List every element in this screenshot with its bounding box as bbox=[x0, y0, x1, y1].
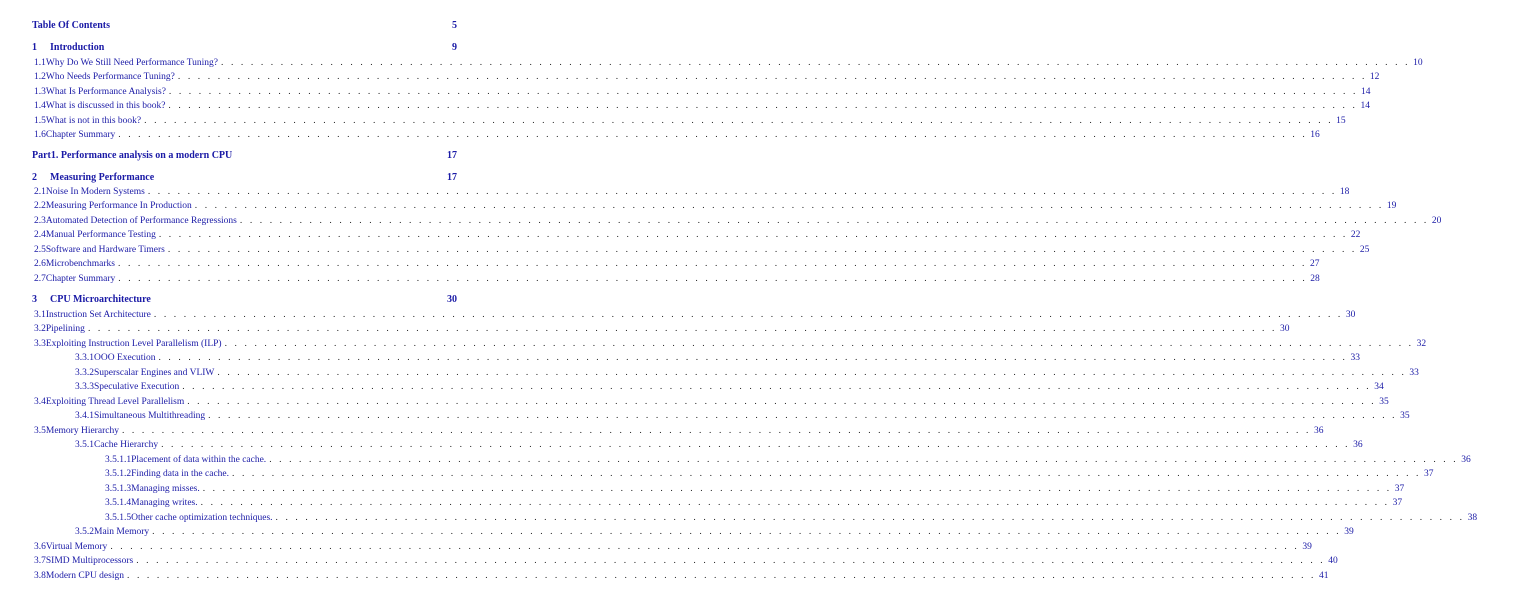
toc-entry-2-7[interactable] bbox=[0, 273, 1320, 285]
toc-entry-number: 3.5.2 bbox=[75, 527, 94, 537]
toc-entry-title[interactable]: Managing misses. bbox=[131, 484, 200, 494]
toc-entry-title[interactable]: SIMD Multiprocessors bbox=[45, 556, 134, 566]
toc-entry-title[interactable]: Chapter Summary bbox=[45, 274, 116, 284]
toc-page-number[interactable]: 35 bbox=[1400, 411, 1410, 421]
toc-dot-leader: . . . . . . . . . . . . . . . . . . . . . . . . . . . . . . . . . . . . . . . . . . . . . . . . . . . . . . . . . . . . . . . . . . . . . . . . . . . . . . . . . . . . . . . . . . . . . . . . . . . . . . . . . . . . . . . . . . . . . . . . bbox=[217, 368, 1407, 378]
toc-page-number[interactable]: 35 bbox=[1379, 397, 1389, 407]
toc-entry-number: 3.5.1.1 bbox=[105, 455, 132, 465]
toc-entry-title[interactable]: Measuring Performance bbox=[50, 172, 155, 183]
toc-entry-2[interactable] bbox=[0, 172, 500, 184]
toc-page-number[interactable]: 17 bbox=[447, 172, 457, 183]
toc-dot-leader: . . . . . . . . . . . . . . . . . . . . . . . . . . . . . . . . . . . . . . . . . . . . . . . . . . . . . . . . . . . . . . . . . . . . . . . . . . . . . . . . . . . . . . . . . . . . . . . . . . . . . . . . . . . . . . . . . . . . . . . . bbox=[158, 230, 1348, 240]
toc-entry-3[interactable] bbox=[0, 294, 500, 306]
toc-entry-title[interactable]: Who Needs Performance Tuning? bbox=[45, 72, 175, 82]
toc-page-number[interactable]: 41 bbox=[1319, 571, 1329, 581]
toc-page-number[interactable]: 37 bbox=[1424, 469, 1434, 479]
toc-entry-title[interactable]: Other cache optimization techniques. bbox=[131, 513, 273, 523]
toc-entry-1-3[interactable] bbox=[0, 86, 1371, 98]
toc-page-number[interactable]: 12 bbox=[1369, 72, 1380, 82]
toc-entry-title[interactable]: Simultaneous Multithreading bbox=[94, 411, 206, 421]
toc-entry-number: 2.2 bbox=[34, 201, 46, 211]
toc-entry-number: 3.7 bbox=[34, 556, 46, 566]
toc-page-number[interactable]: 5 bbox=[452, 20, 457, 31]
toc-entry-number: 3.3.1 bbox=[75, 353, 94, 363]
toc-entry-title[interactable]: What Is Performance Analysis? bbox=[45, 87, 166, 97]
toc-page-number[interactable]: 39 bbox=[1302, 542, 1312, 552]
toc-page-number[interactable]: 20 bbox=[1431, 216, 1442, 226]
toc-dot-leader: . . . . . . . . . . . . . . . . . . . . . . . . . . . . . . . . . . . . . . . . . . . . . . . . . . . . . . . . . . . . . . . . . . . . . . . . . . . . . . . . . . . . . . . . . . . . . . . . . . . . . . . . . . . . . . . . . . . . . . . . bbox=[208, 411, 1398, 421]
toc-entry-title[interactable]: Exploiting Thread Level Parallelism bbox=[45, 397, 185, 407]
toc-entry-number: 1 bbox=[32, 42, 37, 53]
toc-entry-number: 2.1 bbox=[34, 187, 46, 197]
toc-entry-number: 3.5.1.5 bbox=[105, 513, 132, 523]
toc-dot-leader: . . . . . . . . . . . . . . . . . . . . . . . . . . . . . . . . . . . . . . . . . . . . . . . . . . . . . . . . . . . . . . . . . . . . . . . . . . . . . . . . . . . . . . . . . . . . . . . . . . . . . . . . . . . . . . . . . . . . . . . . bbox=[161, 440, 1351, 450]
toc-entry-title[interactable]: CPU Microarchitecture bbox=[50, 294, 151, 305]
toc-entry-3-3-1[interactable] bbox=[0, 352, 1361, 364]
toc-page-number[interactable]: 9 bbox=[452, 42, 457, 53]
toc-entry-number: 3.5.1 bbox=[75, 440, 94, 450]
toc-entry-2-5[interactable] bbox=[0, 244, 1370, 256]
toc-entry-2-2[interactable] bbox=[0, 200, 1397, 212]
toc-entry-number: 1.1 bbox=[34, 58, 46, 68]
toc-entry-number: 3.5 bbox=[34, 426, 46, 436]
toc-entry-3-5-1[interactable] bbox=[0, 439, 1363, 451]
toc-entry-title[interactable]: Main Memory bbox=[94, 527, 150, 537]
toc-entry-number: 3.2 bbox=[34, 324, 46, 334]
toc-entry-number: 1.3 bbox=[34, 87, 46, 97]
toc-dot-leader: . . . . . . . . . . . . . . . . . . . . . . . . . . . . . . . . . . . . . . . . . . . . . . . . . . . . . . . . . . . . . . . . . . . . . . . . . . . . . . . . . . . . . . . . . . . . . . . . . . . . . . . . . . . . . . . . . . . . . . . . bbox=[158, 353, 1348, 363]
toc-entry-1[interactable] bbox=[0, 42, 500, 54]
toc-entry-3-5-1-2[interactable] bbox=[0, 468, 1434, 480]
toc-entry-number: 3.3.3 bbox=[75, 382, 94, 392]
toc-dot-leader: . . . . . . . . . . . . . . . . . . . . . . . . . . . . . . . . . . . . . . . . . . . . . . . . . . . . . . . . . . . . . . . . . . . . . . . . . . . . . . . . . . . . . . . . . . . . . . . . . . . . . . . . . . . . . . . . . . . . . . . . bbox=[232, 469, 1422, 479]
toc-entry-number: 1.6 bbox=[34, 130, 46, 140]
toc-dot-leader: . . . . . . . . . . . . . . . . . . . . . . . . . . . . . . . . . . . . . . . . . . . . . . . . . . . . . . . . . . . . . . . . . . . . . . . . . . . . . . . . . . . . . . . . . . . . . . . . . . . . . . . . . . . . . . . . . . . . . . . . bbox=[221, 58, 1411, 68]
toc-entry-number: 2.6 bbox=[34, 259, 46, 269]
toc-dot-leader: . . . . . . . . . . . . . . . . . . . . . . . . . . . . . . . . . . . . . . . . . . . . . . . . . . . . . . . . . . . . . . . . . . . . . . . . . . . . . . . . . . . . . . . . . . . . . . . . . . . . . . . . . . . . . . . . . . . . . . . . bbox=[118, 130, 1308, 140]
toc-page-number[interactable]: 34 bbox=[1374, 382, 1384, 392]
toc-dot-leader: . . . . . . . . . . . . . . . . . . . . . . . . . . . . . . . . . . . . . . . . . . . . . . . . . . . . . . . . . . . . . . . . . . . . . . . . . . . . . . . . . . . . . . . . . . . . . . . . . . . . . . . . . . . . . . . . . . . . . . . . bbox=[177, 72, 1367, 82]
toc-dot-leader: . . . . . . . . . . . . . . . . . . . . . . . . . . . . . . . . . . . . . . . . . . . . . . . . . . . . . . . . . . . . . . . . . . . . . . . . . . . . . . . . . . . . . . . . . . . . . . . . . . . . . . . . . . . . . . . . . . . . . . . . bbox=[147, 187, 1337, 197]
toc-page-number[interactable]: 28 bbox=[1310, 274, 1320, 284]
toc-entry-3-3[interactable] bbox=[0, 338, 1427, 350]
toc-entry-title[interactable]: Exploiting Instruction Level Parallelism (ILP) bbox=[45, 339, 222, 349]
toc-entry-title[interactable]: Cache Hierarchy bbox=[94, 440, 159, 450]
toc-entry-number: 3.1 bbox=[34, 310, 46, 320]
toc-entry-3-6[interactable] bbox=[0, 541, 1312, 553]
toc-dot-leader: . . . . . . . . . . . . . . . . . . . . . . . . . . . . . . . . . . . . . . . . . . . . . . . . . . . . . . . . . . . . . . . . . . . . . . . . . . . . . . . . . . . . . . . . . . . . . . . . . . . . . . . . . . . . . . . . . . . . . . . . bbox=[168, 101, 1358, 111]
toc-entry-title[interactable]: Instruction Set Architecture bbox=[45, 310, 151, 320]
toc-page-number[interactable]: 36 bbox=[1353, 440, 1363, 450]
toc-entry-number: 3 bbox=[32, 294, 37, 305]
toc-entry-3-5-1-3[interactable] bbox=[0, 483, 1405, 495]
toc-entry-title[interactable]: Microbenchmarks bbox=[45, 259, 115, 269]
toc-entry-title[interactable]: Chapter Summary bbox=[45, 130, 116, 140]
toc-entry-title[interactable]: Modern CPU design bbox=[45, 571, 124, 581]
toc-entry-number: 3.4 bbox=[34, 397, 46, 407]
toc-dot-leader: . . . . . . . . . . . . . . . . . . . . . . . . . . . . . . . . . . . . . . . . . . . . . . . . . . . . . . . . . . . . . . . . . . . . . . . . . . . . . . . . . . . . . . . . . . . . . . . . . . . . . . . . . . . . . . . . . . . . . . . . bbox=[136, 556, 1326, 566]
toc-entry-3-3-2[interactable] bbox=[0, 367, 1419, 379]
toc-dot-leader: . . . . . . . . . . . . . . . . . . . . . . . . . . . . . . . . . . . . . . . . . . . . . . . . . . . . . . . . . . . . . . . . . . . . . . . . . . . . . . . . . . . . . . . . . . . . . . . . . . . . . . . . . . . . . . . . . . . . . . . . bbox=[167, 245, 1357, 255]
toc-dot-leader: . . . . . . . . . . . . . . . . . . . . . . . . . . . . . . . . . . . . . . . . . . . . . . . . . . . . . . . . . . . . . . . . . . . . . . . . . . . . . . . . . . . . . . . . . . . . . . . . . . . . . . . . . . . . . . . . . . . . . . . . bbox=[110, 542, 1300, 552]
toc-page-number[interactable]: 37 bbox=[1394, 484, 1405, 494]
toc-entry-3-7[interactable] bbox=[0, 555, 1338, 567]
toc-dot-leader: . . . . . . . . . . . . . . . . . . . . . . . . . . . . . . . . . . . . . . . . . . . . . . . . . . . . . . . . . . . . . . . . . . . . . . . . . . . . . . . . . . . . . . . . . . . . . . . . . . . . . . . . . . . . . . . . . . . . . . . . bbox=[118, 274, 1308, 284]
toc-page-number[interactable]: 14 bbox=[1360, 87, 1371, 97]
toc-dot-leader: . . . . . . . . . . . . . . . . . . . . . . . . . . . . . . . . . . . . . . . . . . . . . . . . . . . . . . . . . . . . . . . . . . . . . . . . . . . . . . . . . . . . . . . . . . . . . . . . . . . . . . . . . . . . . . . . . . . . . . . . bbox=[168, 87, 1358, 97]
toc-page-number[interactable]: 25 bbox=[1359, 245, 1370, 255]
toc-entry-title[interactable]: Software and Hardware Timers bbox=[45, 245, 165, 255]
toc-page-number[interactable]: 39 bbox=[1344, 527, 1354, 537]
toc-entry-title[interactable]: Measuring Performance In Production bbox=[45, 201, 192, 211]
toc-entry-1-5[interactable] bbox=[0, 115, 1346, 127]
toc-entry-title[interactable]: Memory Hierarchy bbox=[45, 426, 119, 436]
toc-entry-3-2[interactable] bbox=[0, 323, 1290, 335]
toc-entry-head[interactable] bbox=[0, 20, 500, 32]
toc-entry-3-3-3[interactable] bbox=[0, 381, 1384, 393]
toc-entry-3-4-1[interactable] bbox=[0, 410, 1410, 422]
toc-page-number[interactable]: 38 bbox=[1467, 513, 1478, 523]
toc-entry-title[interactable]: Noise In Modern Systems bbox=[45, 187, 145, 197]
toc-entry-title[interactable]: Manual Performance Testing bbox=[45, 230, 156, 240]
toc-entry-3-5[interactable] bbox=[0, 425, 1324, 437]
toc-entry-3-1[interactable] bbox=[0, 309, 1356, 321]
toc-entry-2-6[interactable] bbox=[0, 258, 1320, 270]
toc-entry-title[interactable]: Speculative Execution bbox=[94, 382, 180, 392]
toc-entry-3-5-1-4[interactable] bbox=[0, 497, 1403, 509]
toc-page-number[interactable]: 36 bbox=[1313, 426, 1324, 436]
toc-page-number[interactable]: 33 bbox=[1409, 368, 1419, 378]
toc-entry-1-4[interactable] bbox=[0, 100, 1370, 112]
toc-entry-1-6[interactable] bbox=[0, 129, 1320, 141]
toc-dot-leader: . . . . . . . . . . . . . . . . . . . . . . . . . . . . . . . . . . . . . . . . . . . . . . . . . . . . . . . . . . . . . . . . . . . . . . . . . . . . . . . . . . . . . . . . . . . . . . . . . . . . . . . . . . . . . . . . . . . . . . . . bbox=[187, 397, 1377, 407]
toc-entry-title[interactable]: Automated Detection of Performance Regressions bbox=[45, 216, 237, 226]
toc-page-number[interactable]: 19 bbox=[1386, 201, 1397, 211]
toc-page-number[interactable]: 18 bbox=[1339, 187, 1350, 197]
toc-dot-leader: . . . . . . . . . . . . . . . . . . . . . . . . . . . . . . . . . . . . . . . . . . . . . . . . . . . . . . . . . . . . . . . . . . . . . . . . . . . . . . . . . . . . . . . . . . . . . . . . . . . . . . . . . . . . . . . . . . . . . . . . bbox=[202, 484, 1392, 494]
toc-dot-leader: . . . . . . . . . . . . . . . . . . . . . . . . . . . . . . . . . . . . . . . . . . . . . . . . . . . . . . . . . . . . . . . . . . . . . . . . . . . . . . . . . . . . . . . . . . . . . . . . . . . . . . . . . . . . . . . . . . . . . . . . bbox=[118, 259, 1308, 269]
toc-page-number[interactable]: 33 bbox=[1350, 353, 1361, 363]
toc-entry-3-4[interactable] bbox=[0, 396, 1389, 408]
toc-entry-title[interactable]: Placement of data within the cache. bbox=[131, 455, 267, 465]
toc-entry-number: 3.5.1.3 bbox=[105, 484, 132, 494]
toc-page-number[interactable]: 15 bbox=[1336, 116, 1346, 126]
toc-dot-leader: . . . . . . . . . . . . . . . . . . . . . . . . . . . . . . . . . . . . . . . . . . . . . . . . . . . . . . . . . . . . . . . . . . . . . . . . . . . . . . . . . . . . . . . . . . . . . . . . . . . . . . . . . . . . . . . . . . . . . . . . bbox=[87, 324, 1277, 334]
toc-page-number[interactable]: 30 bbox=[1279, 324, 1290, 334]
toc-page-number[interactable]: 10 bbox=[1413, 58, 1423, 68]
toc-entry-title[interactable]: What is discussed in this book? bbox=[45, 101, 166, 111]
toc-entry-3-8[interactable] bbox=[0, 570, 1329, 582]
toc-entry-number: 1.2 bbox=[34, 72, 46, 82]
toc-dot-leader: . . . . . . . . . . . . . . . . . . . . . . . . . . . . . . . . . . . . . . . . . . . . . . . . . . . . . . . . . . . . . . . . . . . . . . . . . . . . . . . . . . . . . . . . . . . . . . . . . . . . . . . . . . . . . . . . . . . . . . . . bbox=[153, 310, 1343, 320]
toc-entry-title[interactable]: Finding data in the cache. bbox=[131, 469, 229, 479]
toc-page-number[interactable]: 22 bbox=[1350, 230, 1361, 240]
toc-dot-leader: . . . . . . . . . . . . . . . . . . . . . . . . . . . . . . . . . . . . . . . . . . . . . . . . . . . . . . . . . . . . . . . . . . . . . . . . . . . . . . . . . . . . . . . . . . . . . . . . . . . . . . . . . . . . . . . . . . . . . . . . bbox=[200, 498, 1390, 508]
toc-entry-2-4[interactable] bbox=[0, 229, 1361, 241]
toc-entry-title[interactable]: Why Do We Still Need Performance Tuning? bbox=[45, 58, 219, 68]
toc-page-number[interactable]: 30 bbox=[447, 294, 457, 305]
toc-entry-1-1[interactable] bbox=[0, 57, 1423, 69]
toc-entry-title[interactable]: Virtual Memory bbox=[45, 542, 108, 552]
toc-entry-number: 3.8 bbox=[34, 571, 46, 581]
toc-dot-leader: . . . . . . . . . . . . . . . . . . . . . . . . . . . . . . . . . . . . . . . . . . . . . . . . . . . . . . . . . . . . . . . . . . . . . . . . . . . . . . . . . . . . . . . . . . . . . . . . . . . . . . . . . . . . . . . . . . . . . . . . bbox=[152, 527, 1342, 537]
toc-entry-number: 3.5.1.2 bbox=[105, 469, 132, 479]
toc-page-number[interactable]: 32 bbox=[1416, 339, 1427, 349]
toc-page-number[interactable]: 30 bbox=[1345, 310, 1356, 320]
toc-page-number[interactable]: 14 bbox=[1360, 101, 1370, 111]
toc-entry-3-5-2[interactable] bbox=[0, 526, 1354, 538]
toc-page-number[interactable]: 27 bbox=[1310, 259, 1320, 269]
toc-entry-title[interactable]: Pipelining bbox=[45, 324, 85, 334]
toc-page-number[interactable]: 17 bbox=[447, 150, 457, 161]
toc-entry-number: 2.7 bbox=[34, 274, 46, 284]
toc-entry-number: 2.4 bbox=[34, 230, 46, 240]
toc-dot-leader: . . . . . . . . . . . . . . . . . . . . . . . . . . . . . . . . . . . . . . . . . . . . . . . . . . . . . . . . . . . . . . . . . . . . . . . . . . . . . . . . . . . . . . . . . . . . . . . . . . . . . . . . . . . . . . . . . . . . . . . . bbox=[275, 513, 1465, 523]
toc-dot-leader: . . . . . . . . . . . . . . . . . . . . . . . . . . . . . . . . . . . . . . . . . . . . . . . . . . . . . . . . . . . . . . . . . . . . . . . . . . . . . . . . . . . . . . . . . . . . . . . . . . . . . . . . . . . . . . . . . . . . . . . . bbox=[224, 339, 1414, 349]
toc-entry-title[interactable]: Introduction bbox=[50, 42, 105, 53]
toc-dot-leader: . . . . . . . . . . . . . . . . . . . . . . . . . . . . . . . . . . . . . . . . . . . . . . . . . . . . . . . . . . . . . . . . . . . . . . . . . . . . . . . . . . . . . . . . . . . . . . . . . . . . . . . . . . . . . . . . . . . . . . . . bbox=[144, 116, 1334, 126]
toc-entry-number: 2 bbox=[32, 172, 37, 183]
toc-dot-leader: . . . . . . . . . . . . . . . . . . . . . . . . . . . . . . . . . . . . . . . . . . . . . . . . . . . . . . . . . . . . . . . . . . . . . . . . . . . . . . . . . . . . . . . . . . . . . . . . . . . . . . . . . . . . . . . . . . . . . . . . bbox=[182, 382, 1372, 392]
toc-entry-title[interactable]: Managing writes. bbox=[131, 498, 198, 508]
toc-entry-number: 3.5.1.4 bbox=[105, 498, 132, 508]
toc-dot-leader: . . . . . . . . . . . . . . . . . . . . . . . . . . . . . . . . . . . . . . . . . . . . . . . . . . . . . . . . . . . . . . . . . . . . . . . . . . . . . . . . . . . . . . . . . . . . . . . . . . . . . . . . . . . . . . . . . . . . . . . . bbox=[269, 455, 1459, 465]
toc-entry-number: 2.3 bbox=[34, 216, 46, 226]
toc-entry-title[interactable]: What is not in this book? bbox=[45, 116, 142, 126]
toc-page-number[interactable]: 40 bbox=[1328, 556, 1338, 566]
toc-entry-1-2[interactable] bbox=[0, 71, 1380, 83]
toc-page-number[interactable]: 16 bbox=[1310, 130, 1320, 140]
toc-entry-number: 3.6 bbox=[34, 542, 46, 552]
toc-entry-2-3[interactable] bbox=[0, 215, 1442, 227]
toc-entry-number: 3.3 bbox=[34, 339, 46, 349]
toc-entry-3-5-1-5[interactable] bbox=[0, 512, 1478, 524]
toc-entry-number: 3.3.2 bbox=[75, 368, 94, 378]
toc-dot-leader: . . . . . . . . . . . . . . . . . . . . . . . . . . . . . . . . . . . . . . . . . . . . . . . . . . . . . . . . . . . . . . . . . . . . . . . . . . . . . . . . . . . . . . . . . . . . . . . . . . . . . . . . . . . . . . . . . . . . . . . . bbox=[239, 216, 1429, 226]
toc-entry-number: 3.4.1 bbox=[75, 411, 94, 421]
toc-entry-2-1[interactable] bbox=[0, 186, 1350, 198]
toc-entry-title[interactable]: OOO Execution bbox=[94, 353, 156, 363]
toc-entry-number: 2.5 bbox=[34, 245, 46, 255]
toc-entry-number: 1.4 bbox=[34, 101, 46, 111]
toc-entry-3-5-1-1[interactable] bbox=[0, 454, 1471, 466]
toc-dot-leader: . . . . . . . . . . . . . . . . . . . . . . . . . . . . . . . . . . . . . . . . . . . . . . . . . . . . . . . . . . . . . . . . . . . . . . . . . . . . . . . . . . . . . . . . . . . . . . . . . . . . . . . . . . . . . . . . . . . . . . . . bbox=[194, 201, 1384, 211]
toc-entry-title[interactable]: Part1. Performance analysis on a modern CPU bbox=[32, 150, 233, 161]
toc-entry-title[interactable]: Superscalar Engines and VLIW bbox=[94, 368, 215, 378]
toc-page-number[interactable]: 36 bbox=[1461, 455, 1471, 465]
toc-entry-title[interactable]: Table Of Contents bbox=[32, 20, 110, 31]
toc-entry-number: 1.5 bbox=[34, 116, 46, 126]
toc-entry-part[interactable] bbox=[0, 150, 500, 162]
toc-dot-leader: . . . . . . . . . . . . . . . . . . . . . . . . . . . . . . . . . . . . . . . . . . . . . . . . . . . . . . . . . . . . . . . . . . . . . . . . . . . . . . . . . . . . . . . . . . . . . . . . . . . . . . . . . . . . . . . . . . . . . . . . bbox=[121, 426, 1311, 436]
toc-dot-leader: . . . . . . . . . . . . . . . . . . . . . . . . . . . . . . . . . . . . . . . . . . . . . . . . . . . . . . . . . . . . . . . . . . . . . . . . . . . . . . . . . . . . . . . . . . . . . . . . . . . . . . . . . . . . . . . . . . . . . . . . bbox=[127, 571, 1317, 581]
toc-page-number[interactable]: 37 bbox=[1392, 498, 1403, 508]
